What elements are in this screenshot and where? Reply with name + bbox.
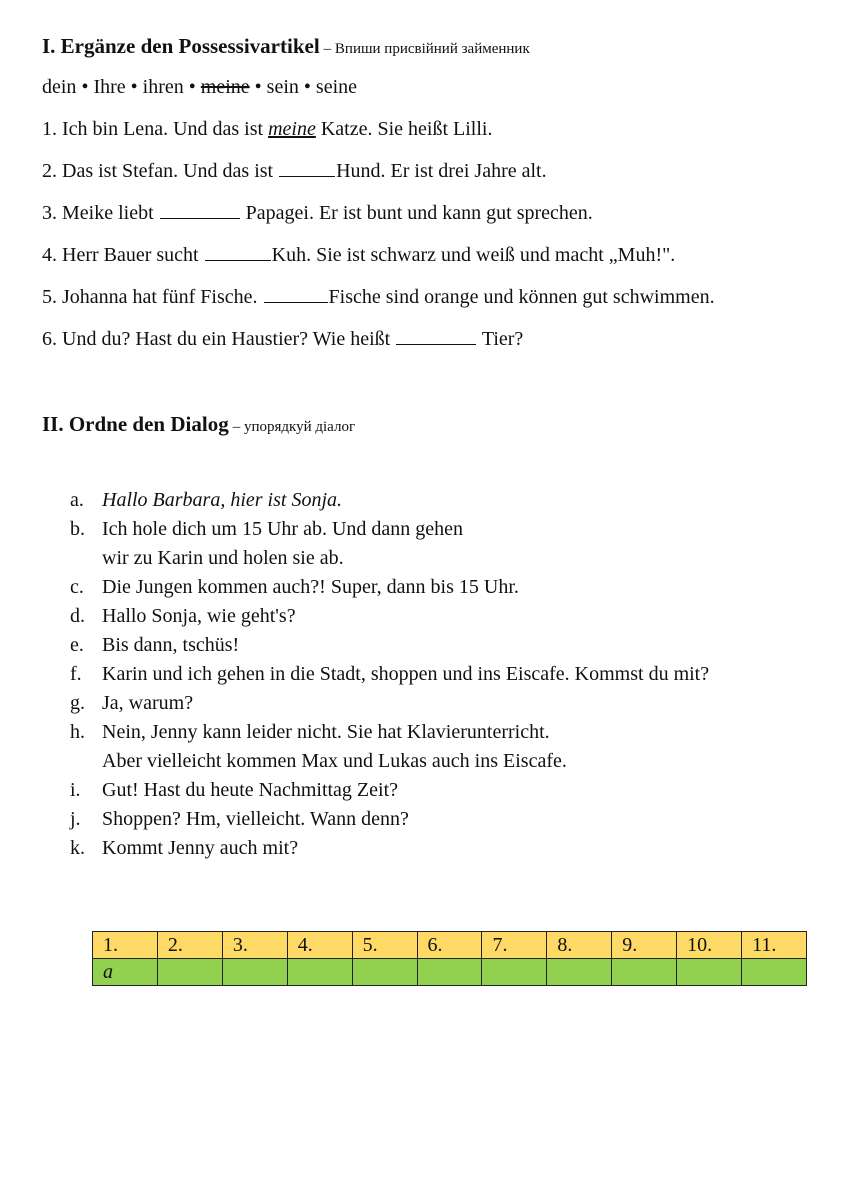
answer-cell[interactable] bbox=[287, 959, 352, 986]
dialog-item-c bbox=[70, 573, 709, 602]
sentence-text: Tier? bbox=[477, 328, 524, 350]
answer-cell[interactable] bbox=[612, 959, 677, 986]
answer-cell[interactable] bbox=[547, 959, 612, 986]
position-cell: 11. bbox=[742, 932, 807, 959]
item-letter: j. bbox=[70, 808, 81, 830]
dialog-item-k bbox=[70, 834, 709, 863]
item-line: Karin und ich gehen in die Stadt, shoppen und ins Eiscafe. Kommst du mit? bbox=[102, 663, 710, 685]
dialog-item-e bbox=[70, 631, 709, 660]
answer-cell[interactable] bbox=[222, 959, 287, 986]
position-cell: 2. bbox=[157, 932, 222, 959]
sentence-6 bbox=[42, 328, 523, 351]
position-cell: 9. bbox=[612, 932, 677, 959]
sentence-text: 4. Herr Bauer sucht bbox=[42, 244, 204, 266]
word-bank-item-struck: meine bbox=[200, 76, 250, 98]
item-letter: k. bbox=[70, 837, 85, 859]
answer-cell[interactable] bbox=[157, 959, 222, 986]
item-line: Kommt Jenny auch mit? bbox=[102, 837, 299, 859]
dialog-item-f bbox=[70, 660, 709, 689]
item-line: Die Jungen kommen auch?! Super, dann bis 15 Uhr. bbox=[102, 576, 519, 598]
sentence-text: Katze. Sie heißt Lilli. bbox=[315, 118, 493, 140]
item-line: Ja, warum? bbox=[102, 692, 194, 714]
position-cell: 6. bbox=[417, 932, 482, 959]
sentence-text: Papagei. Er ist bunt und kann gut sprechen. bbox=[240, 202, 593, 224]
dialog-list bbox=[70, 486, 709, 863]
sentence-text: Hund. Er ist drei Jahre alt. bbox=[336, 160, 547, 182]
item-letter: i. bbox=[70, 779, 81, 801]
item-letter: b. bbox=[70, 518, 85, 540]
sentence-text: 1. Ich bin Lena. Und das ist bbox=[42, 118, 269, 140]
dialog-item-j bbox=[70, 805, 709, 834]
dialog-item-a bbox=[70, 486, 709, 515]
item-letter: a. bbox=[70, 489, 84, 511]
position-cell: 5. bbox=[352, 932, 417, 959]
word-bank-item: Ihre bbox=[93, 76, 126, 98]
sentence-text: 5. Johanna hat fünf Fische. bbox=[42, 286, 263, 308]
item-line: Bis dann, tschüs! bbox=[102, 634, 240, 656]
section1-subtitle: – Впиши присвійний займенник bbox=[323, 41, 530, 57]
position-cell: 3. bbox=[222, 932, 287, 959]
position-cell: 1. bbox=[93, 932, 158, 959]
example-answer: meine bbox=[268, 118, 316, 140]
answer-blank[interactable] bbox=[160, 217, 240, 219]
section2-subtitle: – упорядкуй діалог bbox=[232, 419, 356, 435]
answer-cell[interactable] bbox=[677, 959, 742, 986]
answer-blank[interactable] bbox=[396, 343, 476, 345]
sentence-text: Kuh. Sie ist schwarz und weiß und macht „Muh!". bbox=[271, 244, 676, 266]
sentence-text: Fische sind orange und können gut schwimmen. bbox=[328, 286, 715, 308]
dialog-item-i bbox=[70, 776, 709, 805]
item-line: Shoppen? Hm, vielleicht. Wann denn? bbox=[102, 808, 409, 830]
word-bank-item: seine bbox=[315, 76, 357, 98]
section2-heading bbox=[42, 412, 355, 437]
answer-blank[interactable] bbox=[279, 175, 335, 177]
word-separator: • bbox=[188, 76, 196, 98]
position-cell: 7. bbox=[482, 932, 547, 959]
item-line: Ich hole dich um 15 Uhr ab. Und dann gehen bbox=[102, 518, 464, 540]
sentence-text: 6. Und du? Hast du ein Haustier? Wie heißt bbox=[42, 328, 396, 350]
item-letter: g. bbox=[70, 692, 85, 714]
item-letter: h. bbox=[70, 721, 85, 743]
word-separator: • bbox=[254, 76, 262, 98]
word-separator: • bbox=[303, 76, 311, 98]
item-line: Nein, Jenny kann leider nicht. Sie hat Klavierunterricht. bbox=[102, 721, 550, 743]
dialog-item-d bbox=[70, 602, 709, 631]
answer-cell[interactable] bbox=[352, 959, 417, 986]
sentence-text: 3. Meike liebt bbox=[42, 202, 159, 224]
dialog-item-g bbox=[70, 689, 709, 718]
position-cell: 4. bbox=[287, 932, 352, 959]
answer-blank[interactable] bbox=[264, 301, 328, 303]
section2-title: II. Ordne den Dialog bbox=[42, 412, 229, 436]
section1-heading bbox=[42, 34, 530, 59]
item-letter: f. bbox=[70, 663, 82, 685]
position-cell: 8. bbox=[547, 932, 612, 959]
sentence-4 bbox=[42, 244, 675, 267]
word-bank bbox=[42, 76, 357, 99]
item-line: wir zu Karin und holen sie ab. bbox=[102, 547, 344, 569]
item-line: Gut! Hast du heute Nachmittag Zeit? bbox=[102, 779, 399, 801]
item-line: Hallo Barbara, hier ist Sonja. bbox=[102, 489, 343, 511]
word-bank-item: dein bbox=[42, 76, 77, 98]
sentence-2 bbox=[42, 160, 547, 183]
answer-cell[interactable] bbox=[417, 959, 482, 986]
order-table bbox=[92, 931, 807, 986]
answer-cell[interactable] bbox=[482, 959, 547, 986]
section1-title: I. Ergänze den Possessivartikel bbox=[42, 34, 320, 58]
dialog-item-h bbox=[70, 718, 709, 776]
sentence-5 bbox=[42, 286, 715, 309]
order-table-header-row bbox=[93, 932, 807, 959]
item-letter: d. bbox=[70, 605, 85, 627]
item-line: Hallo Sonja, wie geht's? bbox=[102, 605, 296, 627]
position-cell: 10. bbox=[677, 932, 742, 959]
word-bank-item: ihren bbox=[142, 76, 184, 98]
sentence-3 bbox=[42, 202, 593, 225]
word-bank-item: sein bbox=[266, 76, 299, 98]
answer-blank[interactable] bbox=[205, 259, 271, 261]
item-line: Aber vielleicht kommen Max und Lukas auch ins Eiscafe. bbox=[102, 750, 567, 772]
sentence-text: 2. Das ist Stefan. Und das ist bbox=[42, 160, 279, 182]
dialog-item-b bbox=[70, 515, 709, 573]
answer-cell[interactable]: a bbox=[93, 959, 158, 986]
answer-cell[interactable] bbox=[742, 959, 807, 986]
word-separator: • bbox=[81, 76, 89, 98]
sentence-1 bbox=[42, 118, 492, 141]
item-letter: e. bbox=[70, 634, 84, 656]
word-separator: • bbox=[130, 76, 138, 98]
order-table-answer-row bbox=[93, 959, 807, 986]
item-letter: c. bbox=[70, 576, 84, 598]
